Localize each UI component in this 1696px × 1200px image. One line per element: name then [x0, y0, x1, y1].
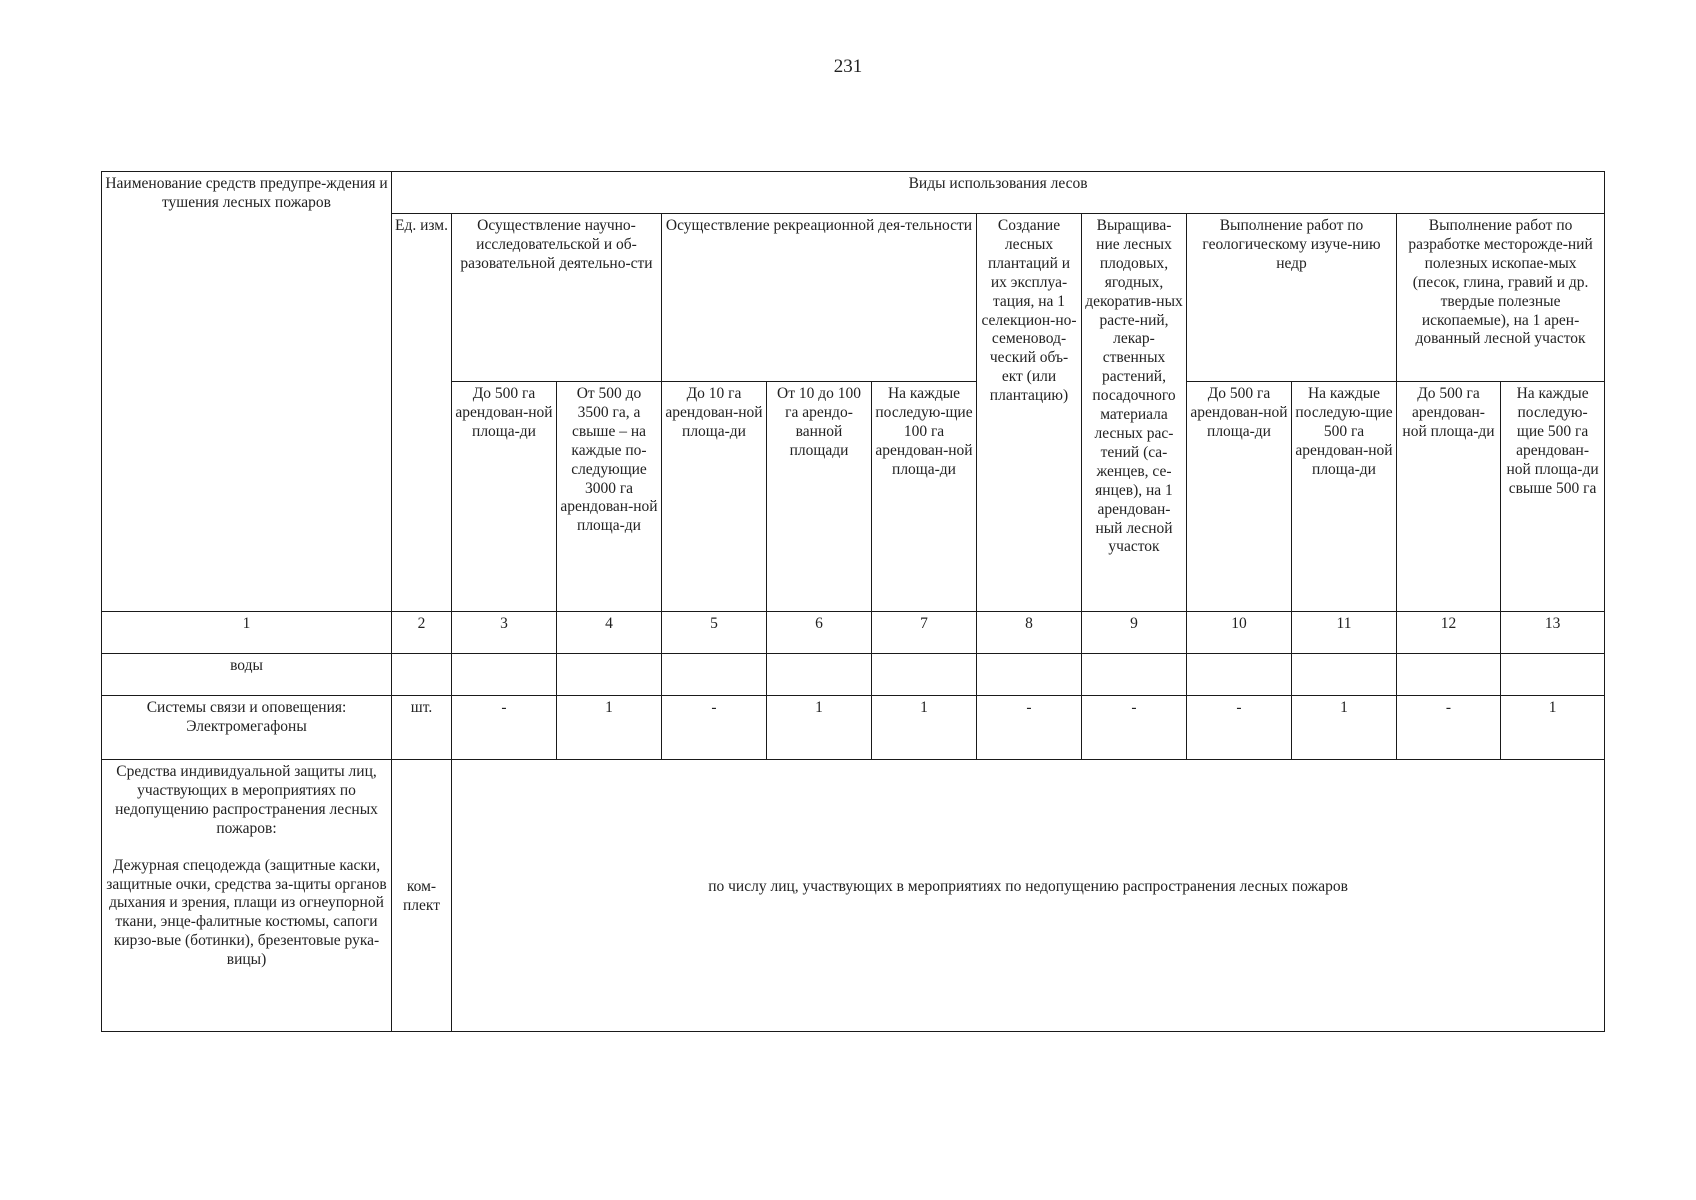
row-comms-c3: - [452, 696, 557, 760]
header-forest-use-types: Виды использования лесов [392, 172, 1605, 214]
header-sub-c7: На каждые последую-щие 100 га арендован-ной площа-ди [872, 382, 977, 612]
row-comms-c12: - [1397, 696, 1501, 760]
header-sub-c13: На каждые последую-щие 500 га арендован-ной площа-ди свыше 500 га [1501, 382, 1605, 612]
row-comms-unit: шт. [392, 696, 452, 760]
row-comms-c9: - [1082, 696, 1187, 760]
header-name-column: Наименование средств предупре-ждения и тушения лесных пожаров [102, 172, 392, 612]
header-sub-c11: На каждые последую-щие 500 га арендован-ной площа-ди [1292, 382, 1397, 612]
row-ppe-name-intro: Средства индивидуальной защиты лиц, участвующих в мероприятиях по недопущению распространения лесных пожаров: [115, 763, 378, 837]
row-comms-name-line1: Системы связи и оповещения: [146, 699, 347, 716]
col-number-12: 12 [1397, 612, 1501, 654]
header-sub-c10: До 500 га арендован-ной площа-ди [1187, 382, 1292, 612]
col-number-11: 11 [1292, 612, 1397, 654]
table-row-ppe [102, 760, 1605, 1032]
row-comms-c7: 1 [872, 696, 977, 760]
row-water-name: воды [102, 654, 392, 696]
row-comms-c4: 1 [557, 696, 662, 760]
header-group-growing: Выращива-ние лесных плодовых, ягодных, декоратив-ных расте-ний, лекар-ственных растений, посадочного материала лесных рас-тений (са-женцев, се-янцев), на 1 арендован-ный лесной участок [1082, 214, 1187, 612]
header-group-mining: Выполнение работ по разработке месторожде-ний полезных ископае-мых (песок, глина, гравий и др. твердые полезные ископаемые), на 1 арен-дованный лесной участок [1397, 214, 1605, 382]
row-ppe-name-item: Дежурная спецодежда (защитные каски, защитные очки, средства за-щиты органов дыхания и зрения, плащи из огнеупорной ткани, энце-фалитные костюмы, сапоги кирзо-вые (ботинки), брезентовые рука-вицы) [106, 856, 387, 969]
header-group-recreation: Осуществление рекреационной дея-тельности [662, 214, 977, 382]
col-number-3: 3 [452, 612, 557, 654]
row-comms-c6: 1 [767, 696, 872, 760]
row-ppe-unit: ком-плект [392, 760, 452, 1032]
fire-equipment-table [101, 171, 1605, 1032]
header-unit: Ед. изм. [392, 214, 452, 612]
header-sub-c5: До 10 га арендован-ной площа-ди [662, 382, 767, 612]
row-comms-name-line2: Электромегафоны [186, 717, 307, 735]
col-number-2: 2 [392, 612, 452, 654]
col-number-8: 8 [977, 612, 1082, 654]
row-comms-name [102, 696, 392, 760]
col-number-1: 1 [102, 612, 392, 654]
col-number-5: 5 [662, 612, 767, 654]
col-number-4: 4 [557, 612, 662, 654]
table-row-comms [102, 696, 1605, 760]
header-group-geology: Выполнение работ по геологическому изуче-нию недр [1187, 214, 1397, 382]
col-number-7: 7 [872, 612, 977, 654]
col-number-13: 13 [1501, 612, 1605, 654]
header-group-plantation: Создание лесных плантаций и их эксплуа-тация, на 1 селекцион-но-семеновод-ческий объ-ект (или плантацию) [977, 214, 1082, 612]
header-sub-c4: От 500 до 3500 га, а свыше – на каждые по-следующие 3000 га арендован-ной площа-ди [557, 382, 662, 612]
row-comms-c10: - [1187, 696, 1292, 760]
col-number-9: 9 [1082, 612, 1187, 654]
table-row-water [102, 654, 1605, 696]
header-sub-c12: До 500 га арендован-ной площа-ди [1397, 382, 1501, 612]
col-number-6: 6 [767, 612, 872, 654]
header-sub-c3: До 500 га арендован-ной площа-ди [452, 382, 557, 612]
header-group-science: Осуществление научно-исследовательской и об-разовательной деятельно-сти [452, 214, 662, 382]
row-comms-c11: 1 [1292, 696, 1397, 760]
row-ppe-note: по числу лиц, участвующих в мероприятиях по недопущению распространения лесных пожаров [452, 760, 1605, 1032]
row-comms-c8: - [977, 696, 1082, 760]
row-comms-c5: - [662, 696, 767, 760]
page-number: 231 [833, 56, 863, 77]
row-ppe-name [102, 760, 392, 1032]
col-number-10: 10 [1187, 612, 1292, 654]
header-sub-c6: От 10 до 100 га арендо-ванной площади [767, 382, 872, 612]
row-comms-c13: 1 [1501, 696, 1605, 760]
